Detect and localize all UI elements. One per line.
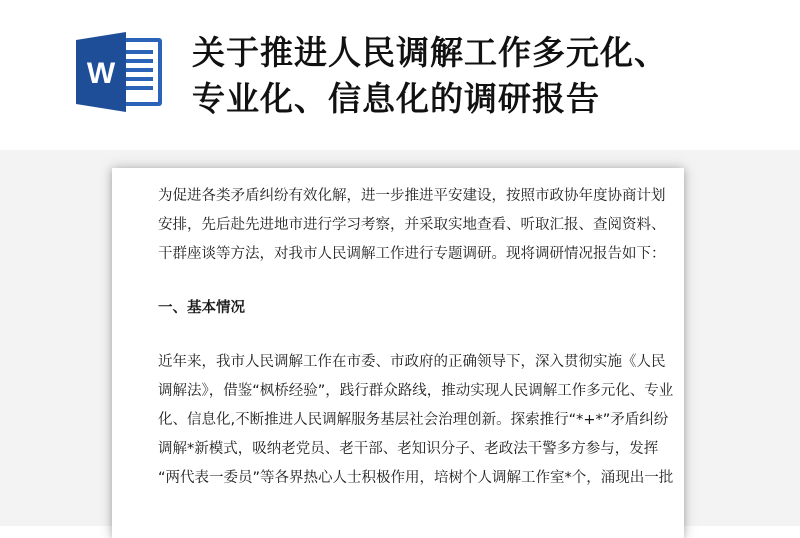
paragraph-line: “两代表一委员”等各界热心人士积极作用，培树个人调解工作室*个，涌现出一批 bbox=[158, 470, 674, 486]
title-line-2: 专业化、信息化的调研报告 bbox=[192, 79, 600, 118]
paragraph-line: 安排，先后赴先进地市进行学习考察，并采取实地查看、听取汇报、查阅资料、 bbox=[158, 217, 666, 233]
paragraph-line: 调解法》，借鉴“枫桥经验”，践行群众路线，推动实现人民调解工作多元化、专业 bbox=[158, 383, 674, 399]
header bbox=[0, 0, 800, 150]
word-icon bbox=[76, 32, 166, 112]
title-line-1: 关于推进人民调解工作多元化、 bbox=[192, 33, 668, 72]
paragraph-line: 近年来，我市人民调解工作在市委、市政府的正确领导下，深入贯彻实施《人民 bbox=[158, 354, 666, 370]
paragraph-line: 调解*新模式，吸纳老党员、老干部、老知识分子、老政法干警多方参与，发挥 bbox=[158, 441, 659, 457]
document-page bbox=[112, 168, 684, 538]
paragraph-line: 化、信息化,不断推进人民调解服务基层社会治理创新。探索推行“*+*”矛盾纠纷 bbox=[158, 412, 669, 428]
page-title bbox=[192, 30, 792, 122]
section-heading: 一、基本情况 bbox=[158, 300, 245, 316]
paragraph-basic-situation bbox=[158, 348, 674, 493]
word-icon-letter: W bbox=[86, 57, 116, 90]
paragraph-intro bbox=[158, 182, 666, 269]
paragraph-line: 干群座谈等方法，对我市人民调解工作进行专题调研。现将调研情况报告如下： bbox=[158, 246, 666, 262]
paragraph-line: 为促进各类矛盾纠纷有效化解，进一步推进平安建设，按照市政协年度协商计划 bbox=[158, 188, 666, 204]
document-content bbox=[158, 182, 674, 493]
